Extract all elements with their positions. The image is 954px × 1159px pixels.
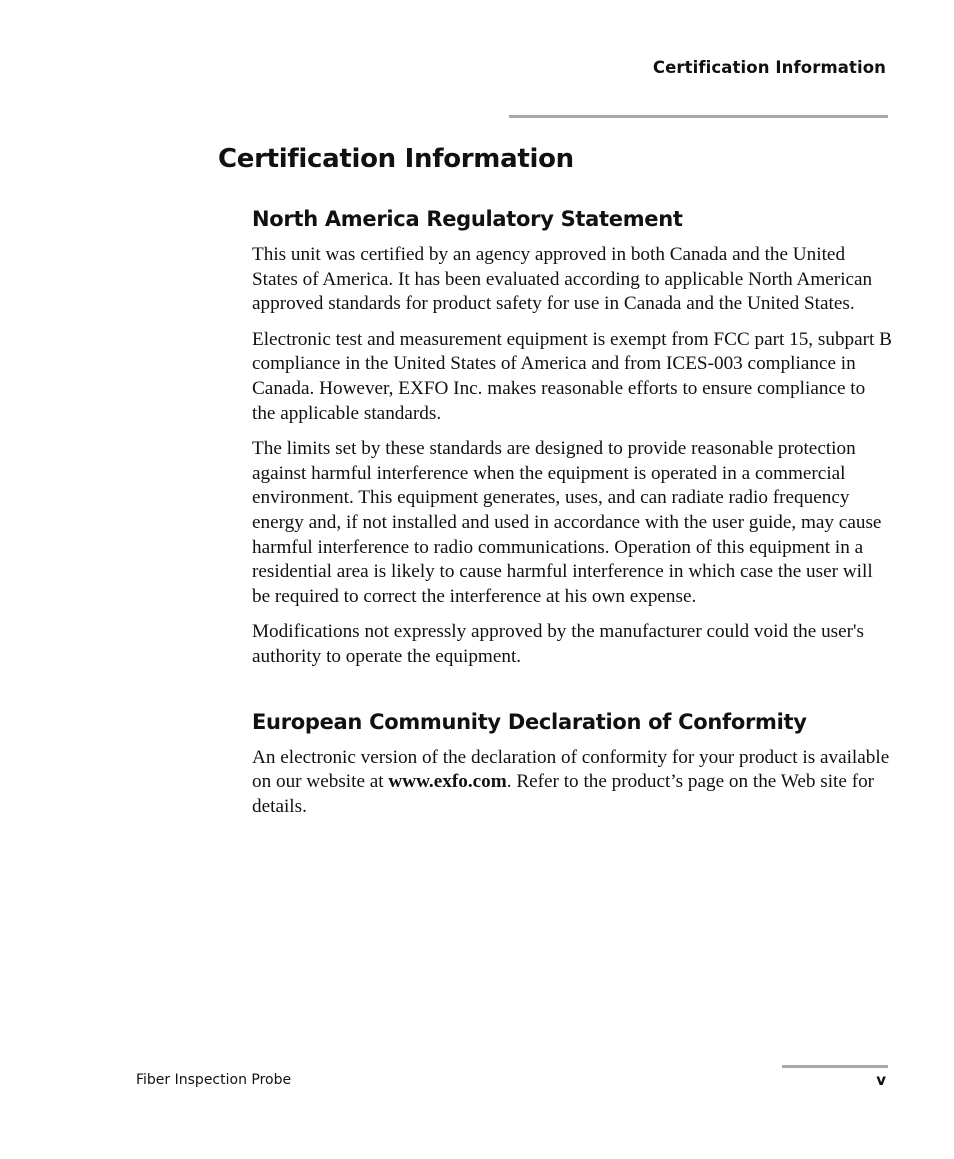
paragraph-certified-agency: This unit was certified by an agency approved in both Canada and the United States of America. It has been evaluated according to applicable North American approved standards for product safety for use in Canada and the United States. <box>252 244 873 315</box>
page-title: Certification Information <box>218 144 574 174</box>
footer-page-number: v <box>876 1071 886 1089</box>
footer-rule <box>782 1065 888 1068</box>
paragraph-fcc-exemption: Electronic test and measurement equipment is exempt from FCC part 15, subpart B compliance in the United States of America and from ICES-003 compliance in Canada. However, EXFO Inc. makes reasonable efforts to ensure compliance to the applicable standards. <box>252 328 892 424</box>
declaration-text-before: An electronic version of the declaration of conformity for your product is available on our website at <box>252 746 890 793</box>
section-heading-north-america: North America Regulatory Statement <box>252 207 683 231</box>
running-header: Certification Information <box>652 58 886 77</box>
content-body <box>252 205 892 830</box>
declaration-text-after: . Refer to the product’s page on the Web site for details. <box>252 771 875 817</box>
footer-product-name: Fiber Inspection Probe <box>136 1072 292 1088</box>
section-heading-european-conformity: European Community Declaration of Conformity <box>252 709 807 734</box>
header-rule <box>509 115 888 118</box>
website-link[interactable]: www.exfo.com <box>388 771 507 793</box>
paragraph-declaration-conformity <box>252 746 892 820</box>
paragraph-modifications: Modifications not expressly approved by the manufacturer could void the user's authority to operate the equipment. <box>252 621 864 667</box>
paragraph-interference-limits: The limits set by these standards are designed to provide reasonable protection against harmful interference when the equipment is operated in a commercial environment. This equipment generates, uses, and can radiate radio frequency energy and, if not installed and used in accordance with the user guide, may cause harmful interference to radio communications. Operation of this equipment in a residential area is likely to cause harmful interference in which case the user will be required to correct the interference at his own expense. <box>252 438 882 607</box>
